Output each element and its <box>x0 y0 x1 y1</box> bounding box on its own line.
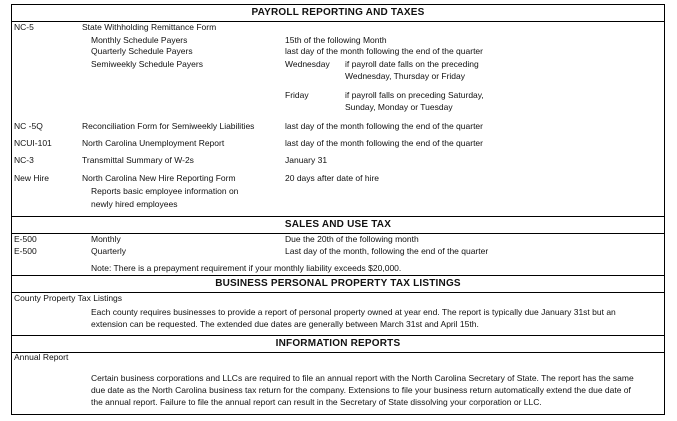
payroll-section-title: PAYROLL REPORTING AND TAXES <box>11 4 665 22</box>
nc5-quarterly-label: Quarterly Schedule Payers <box>91 46 193 56</box>
nc5-code: NC-5 <box>14 22 34 32</box>
ncui-code: NCUI-101 <box>14 138 52 148</box>
info-line-1: Certain business corporations and LLCs are required to file an annual report with the North Carolina Secretary of State. The report has the same <box>91 373 634 383</box>
newhire-form: North Carolina New Hire Reporting Form <box>82 173 236 183</box>
nc5-friday-rule-1: if payroll falls on preceding Saturday, <box>345 90 484 100</box>
info-heading: Annual Report <box>14 352 69 362</box>
nc5-wednesday-rule-2: Wednesday, Thursday or Friday <box>345 71 466 81</box>
sales-note: Note: There is a prepayment requirement if your monthly liability exceeds $20,000. <box>91 263 402 273</box>
sales-row2-code: E-500 <box>14 246 37 256</box>
ncui-form: North Carolina Unemployment Report <box>82 138 225 148</box>
newhire-desc-1: Reports basic employee information on <box>91 186 239 196</box>
nc5-friday-rule-2: Sunday, Monday or Tuesday <box>345 102 453 112</box>
nc5-semiweekly-label: Semiweekly Schedule Payers <box>91 59 203 69</box>
ncui-due: last day of the month following the end of the quarter <box>285 138 483 148</box>
property-line-2: extension can be requested. The extended due dates are generally between March 31st and April 15th. <box>91 319 479 329</box>
sales-row1-code: E-500 <box>14 234 37 244</box>
info-section-title: INFORMATION REPORTS <box>11 335 665 353</box>
property-heading: County Property Tax Listings <box>14 293 123 303</box>
nc3-due: January 31 <box>285 155 328 165</box>
nc5q-code: NC -5Q <box>14 121 43 131</box>
nc5q-form: Reconciliation Form for Semiweekly Liabilities <box>82 121 255 131</box>
nc5-quarterly-due: last day of the month following the end of the quarter <box>285 46 483 56</box>
info-line-2: due date as the North Carolina business tax return for the company. Extensions to file your business return automatically extend the due date of <box>91 385 631 395</box>
property-line-1: Each county requires businesses to provide a report of personal property owned at year end. The report is typically due January 31st but an <box>91 307 616 317</box>
sales-row1-due: Due the 20th of the following month <box>285 234 419 244</box>
nc5q-due: last day of the month following the end of the quarter <box>285 121 483 131</box>
sales-row2-label: Quarterly <box>91 246 126 256</box>
nc5-form: State Withholding Remittance Form <box>82 22 217 32</box>
nc5-wednesday: Wednesday <box>285 59 330 69</box>
info-line-3: the annual report. Failure to file the annual report can result in the Secretary of State dissolving your corporation or LLC. <box>91 397 542 407</box>
newhire-desc-2: newly hired employees <box>91 199 178 209</box>
nc5-monthly-label: Monthly Schedule Payers <box>91 35 188 45</box>
newhire-due: 20 days after date of hire <box>285 173 380 183</box>
newhire-code: New Hire <box>14 173 49 183</box>
nc3-form: Transmittal Summary of W-2s <box>82 155 194 165</box>
nc3-code: NC-3 <box>14 155 34 165</box>
sales-section-title: SALES AND USE TAX <box>11 216 665 234</box>
property-section-title: BUSINESS PERSONAL PROPERTY TAX LISTINGS <box>11 275 665 293</box>
nc5-friday: Friday <box>285 90 309 100</box>
sales-row1-label: Monthly <box>91 234 121 244</box>
sales-row2-due: Last day of the month, following the end of the quarter <box>285 246 489 256</box>
nc5-monthly-due: 15th of the following Month <box>285 35 387 45</box>
nc5-wednesday-rule-1: if payroll date falls on the preceding <box>345 59 479 69</box>
bottom-border <box>11 414 665 415</box>
